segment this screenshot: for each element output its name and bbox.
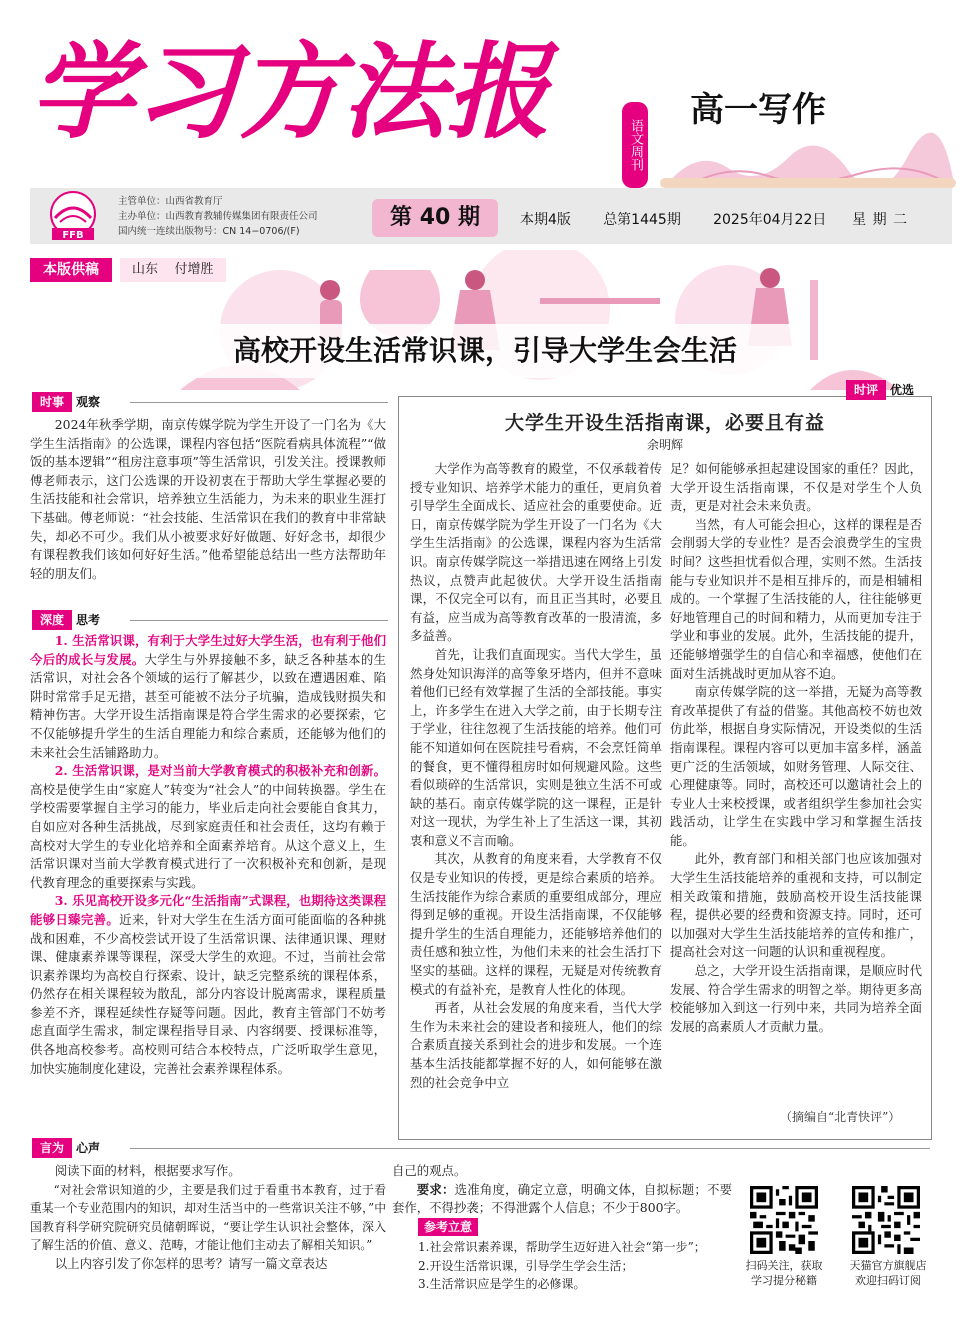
commentary-paragraph: 其次，从教育的角度来看，大学教育不仅仅是专业知识的传授，更是综合素质的培养。生活技能作为综合素质的重要组成部分，理应得到足够的重视。开设生活指南课，不仅能够提升学生的生活自理能力，还能够培养他们的责任感和独立性，为他们未来的社会生活打下坚实的基础。这样的课程，无疑是对传统教育模式的有益补充，是教育人性化的体现。 [410, 851, 662, 997]
weekday: 星 期 二 [852, 212, 908, 228]
commentary-column-2 [670, 460, 922, 1036]
supplement-label: 语文周刊 [622, 102, 648, 188]
issue-number-badge: 第 40 期 [372, 199, 498, 237]
think-point-1-heading: 1. 生活常识课，有利于大学生过好大学生活，也有利于他们今后的成长与发展。 [30, 633, 386, 667]
news-paragraph: 2024年秋季学期，南京传媒学院为学生开设了一门名为《大学生生活指南》的公选课，课程内容包括“医院看病具体流程”“做饭的基本逻辑”“租房注意事项”等生活常识，引发关注。授课教师傅老师表示，这门公选课的开设初衷在于帮助大学生掌握必要的生活技能和社会常识，培养独立生活能力，为未来的职业生涯打下基础。傅老师说：“社会技能、生活常识在我们的教育中非常缺失，却必不可少。我们从小被要求好好做题、好好念书，却很少有课程教我们该如何好好生活。”他希望能总结出一些方法帮助年轻的朋友们。 [30, 417, 386, 581]
hint-list [418, 1238, 738, 1294]
contributor-region: 山东 [132, 262, 159, 277]
section-tag-news [32, 392, 104, 412]
commentary-column-1 [410, 460, 662, 1092]
mountain-scroll-decoration [658, 128, 958, 190]
section-tag-comment [846, 380, 918, 400]
qr-caption-right: 天猫官方旗舰店 欢迎扫码订阅 [849, 1259, 927, 1287]
task-question: 以上内容引发了你怎样的思考？请写一篇文章表达 [54, 1255, 328, 1271]
commentary-paragraph: 大学作为高等教育的殿堂，不仅承载着传授专业知识、培养学术能力的重任，更肩负着引导学生全面成长、适应社会的重要使命。近日，南京传媒学院为学生开设了一门名为《大学生生活指南》的公选课，课程内容为生活常识。南京传媒学院这一举措迅速在网络上引发热议，点赞声此起彼伏。大学开设生活指南课，不仅完全可以有，而且正当其时，必要且有益，应当成为高等教育改革的一股清流，多多益善。 [410, 461, 662, 644]
think-point-1-text: 大学生与外界接触不多，缺乏各种基本的生活常识，对社会各个领域的运行了解甚少，以致在遭遇困难、陷阱时常常手足无措，甚至可能被不法分子坑骗，造成钱财损失和精神伤害。大学开设生活指南课是符合学生需求的必要探索，它不仅能够提升学生的生活自理能力和综合素质，还能够为他们的未来社会生活铺路助力。 [30, 651, 387, 760]
section-tag-secondary: 观察 [76, 395, 101, 409]
contributor-tag: 本版供稿 [30, 258, 112, 282]
divider [130, 620, 388, 621]
section-tag-think [32, 610, 104, 630]
commentary-paragraph: 再者，从社会发展的角度来看，当代大学生作为未来社会的建设者和接班人，他们的综合素质直接关系到社会的进步和发展。一个连基本生活技能都掌握不好的人，如何能够在激烈的社会竞争中立 [410, 1000, 662, 1090]
section-tag-secondary: 思考 [76, 613, 101, 627]
think-point-3-heading: 3. 乐见高校开设多元化“生活指南”式课程，也期待这类课程能够日臻完善。 [30, 893, 386, 927]
contributor-person: 付增胜 [174, 262, 214, 277]
think-point-3-text: 近来，针对大学生在生活方面可能面临的各种挑战和困难，不少高校尝试开设了生活常识课、法律通识课、理财课、健康素养课等课程，深受大学生的欢迎。不过，当前社会常识素养课均为高校自行探索、设计，缺乏完整系统的课程体系，仍然存在相关课程较为散乱，部分内容设计脱离需求，课程质量参差不齐，课程延续性存疑等问题。因此，教育主管部门不妨考虑直面学生需求，制定课程指导目录、内容纲要、授课标准等，供各地高校参考。高校则可结合本校特点，广泛听取学生意见，加快实施制度化建设，完善社会素养课程体系。 [30, 911, 387, 1076]
issue-meta [520, 209, 907, 229]
task-column-2 [392, 1162, 732, 1218]
think-point-1 [30, 632, 386, 762]
qr-code-left[interactable] [750, 1186, 818, 1254]
divider [130, 402, 388, 403]
edition-title: 高一写作 [690, 90, 826, 130]
commentary-paragraph: 总之，大学开设生活指南课，是顺应时代发展、符合学生需求的明智之举。期待更多高校能够加入到这一行列中来，共同为培养全面发展的高素质人才贡献力量。 [670, 963, 922, 1034]
commentary-source: （摘编自“北青快评”） [780, 1110, 901, 1124]
page-count: 本期4版 [520, 212, 571, 228]
section-tag-primary: 时评 [846, 380, 886, 400]
commentary-author: 余明辉 [646, 438, 683, 452]
page-headline: 高校开设生活常识课，引导大学生会生活 [232, 334, 737, 367]
task-instruction: 阅读下面的材料，根据要求写作。 [54, 1163, 241, 1178]
think-point-2-heading: 2. 生活常识课，是对当前大学教育模式的积极补充和创新。 [54, 763, 386, 779]
requirement-text: 选准角度，确定立意，明确文体，自拟标题；不要套作，不得抄袭；不得泄露个人信息；不少于800字。 [392, 1181, 733, 1216]
commentary-paragraph: 南京传媒学院的这一举措，无疑为高等教育改革提供了有益的借鉴。其他高校不妨也效仿此举，根据自身实际情况，开设类似的生活指南课程。课程内容可以更加丰富多样，涵盖更广泛的生活领域，如财务管理、人际交往、心理健康等。同时，高校还可以邀请社会上的专业人士来校授课，或者组织学生参加社会实践活动，让学生在实践中学习和掌握生活技能。 [670, 684, 922, 848]
publisher-logo [40, 190, 106, 242]
think-body [30, 632, 386, 1078]
issue-date: 2025年04月22日 [713, 212, 827, 228]
divider [130, 1148, 930, 1149]
section-tag-secondary: 优选 [890, 383, 915, 397]
qr-caption-left: 扫码关注，获取 学习提分秘籍 [745, 1259, 823, 1287]
qr-code-right[interactable] [852, 1186, 920, 1254]
hint-item: 3.生活常识应是学生的必修课。 [418, 1277, 586, 1292]
section-tag-primary: 时事 [32, 392, 72, 412]
supervisor-line: 主管单位：山西省教育厅 [118, 196, 223, 207]
think-point-2 [30, 762, 386, 892]
section-tag-primary: 深度 [32, 610, 72, 630]
section-tag-secondary: 心声 [76, 1141, 101, 1155]
commentary-paragraph: 此外，教育部门和相关部门也应该加强对大学生生活技能培养的重视和支持，可以制定相关政策和措施，鼓励高校开设生活技能课程，提供必要的经费和资源支持。同时，还可以加强对大学生生活技能培养的宣传和推广，提高社会对这一问题的认识和重视程度。 [670, 851, 922, 960]
hint-item: 1.社会常识素养课，帮助学生迈好进入社会“第一步”； [418, 1240, 706, 1254]
contributor-name [120, 258, 226, 282]
serial-line: 国内统一连续出版物号：CN 14−0706/(F) [118, 226, 300, 237]
commentary-paragraph: 当然，有人可能会担心，这样的课程是否会削弱大学的专业性？是否会浪费学生的宝贵时间？这些担忧看似合理，实则不然。生活技能与专业知识并不是相互排斥的，而是相辅相成的。一个掌握了生活技能的人，往往能够更好地管理自己的时间和精力，从而更加专注于学业和事业的发展。此外，生活技能的提升，还能够增强学生的自信心和幸福感，使他们在面对生活挑战时更加从容不迫。 [670, 516, 922, 681]
section-tag-task [32, 1138, 104, 1158]
newspaper-title: 学习方法报 [30, 31, 551, 153]
total-issue: 总第1445期 [603, 212, 681, 228]
task-quote: “对社会常识知道的少，主要是我们过于看重书本教育，过于看重某一个专业范围内的知识，却对生活当中的一些常识关注不够，”中国教育科学研究院研究员储朝晖说，“要让学生认识社会整体，深入了解生活的价值、意义、范畴，才能让他们主动去了解相关知识。” [30, 1182, 386, 1253]
requirement-label: 要求： [416, 1181, 455, 1197]
task-question-end: 自己的观点。 [392, 1163, 467, 1178]
commentary-paragraph: 首先，让我们直面现实。当代大学生，虽然身处知识海洋的高等象牙塔内，但并不意味着他们已经有效掌握了生活的全部技能。事实上，许多学生在进入大学之前，由于长期专注于学业，往往忽视了生活技能的培养。他们可能不知道如何在医院挂号看病，不会烹饪简单的餐食，更不懂得租房时如何规避风险。这些看似琐碎的生活常识，实则是独立生活不可或缺的基石。南京传媒学院的这一课程，正是针对这一现状，为学生补上了生活这一课，其初衷和意义不言而喻。 [410, 646, 662, 848]
section-tag-primary: 言为 [32, 1138, 72, 1158]
think-point-2-text: 高校是使学生由“家庭人”转变为“社会人”的中间转换器。学生在学校需要掌握自主学习的能力，毕业后走向社会要能自食其力，自如应对各种生活挑战，尽到家庭责任和社会责任，这均有赖于高校对大学生的专业化培养和全面素养培育。从这个意义上，生活常识课对当前大学教育模式进行了一次积极补充和创新，是现代教育理念的重要探索与实践。 [30, 781, 386, 890]
sponsor-line: 主办单位：山西教育教辅传媒集团有限责任公司 [118, 211, 318, 222]
commentary-title: 大学生开设生活指南课，必要且有益 [504, 412, 825, 434]
publisher-info [118, 194, 318, 239]
svg-text:FFB: FFB [62, 230, 84, 241]
think-point-3 [30, 892, 386, 1078]
hint-item: 2.开设生活常识课，引导学生学会生活； [418, 1258, 634, 1273]
commentary-paragraph: 足？如何能够承担起建设国家的重任？因此，大学开设生活指南课，不仅是对学生个人负责，更是对社会未来负责。 [670, 461, 922, 514]
hint-label: 参考立意 [418, 1218, 478, 1236]
task-column-1 [30, 1162, 386, 1274]
